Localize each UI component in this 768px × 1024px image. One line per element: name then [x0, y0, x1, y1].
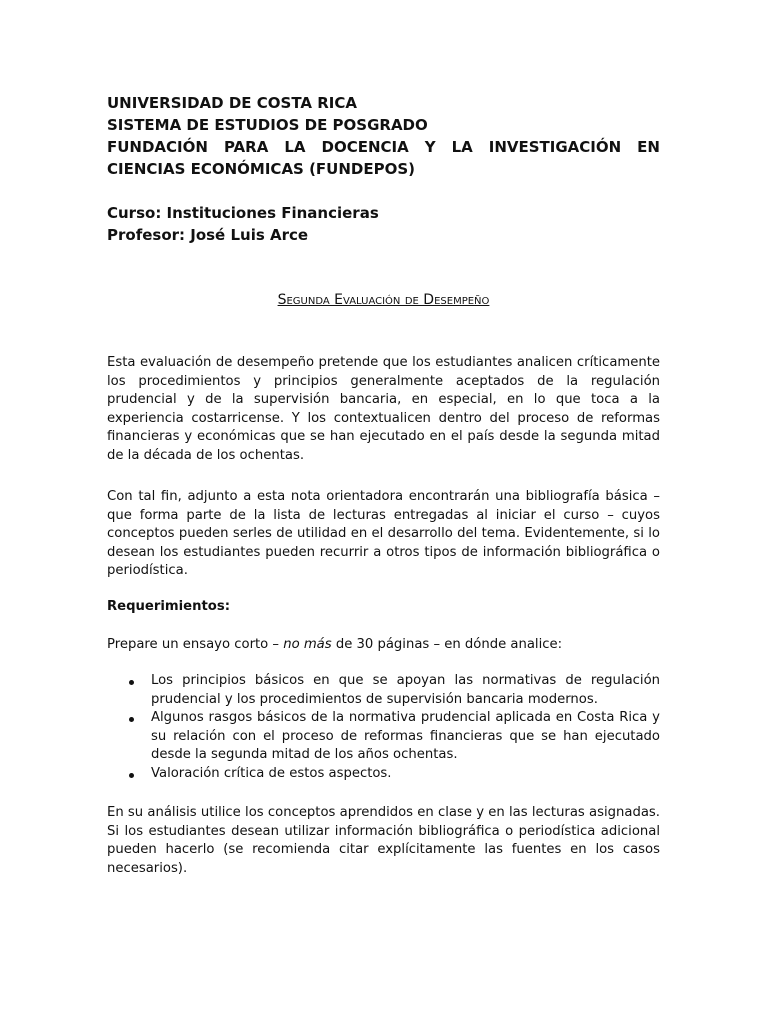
requirements-intro-start: Prepare un ensayo corto – [107, 637, 284, 652]
course-professor: Profesor: José Luis Arce [107, 226, 309, 244]
list-item [107, 709, 660, 765]
paragraph-intro: Esta evaluación de desempeño pretende que los estudiantes analicen críticamente los procedimientos y principios generalmente aceptados de la regulación prudencial y de la supervisión bancaria, en especial, en lo que toca a la experiencia costarricense. Y los contextualicen dentro del proceso de reformas financieras y económicas que se han ejecutado en el país desde la segunda mitad de la década de los ochentas. [107, 355, 660, 463]
page-title: Segunda Evaluación de Desempeño [277, 292, 490, 308]
list-item [107, 672, 660, 709]
list-item-text: Algunos rasgos básicos de la normativa prudencial aplicada en Costa Rica y su relación con el proceso de reformas financieras que se han ejecutado desde la segunda mitad de los años ochentas. [151, 710, 660, 763]
header-university: UNIVERSIDAD DE COSTA RICA [107, 94, 357, 112]
requirements-intro-end: de 30 páginas – en dónde analice: [331, 637, 563, 652]
header-foundation-line2: CIENCIAS ECONÓMICAS (FUNDEPOS) [107, 160, 416, 178]
requirements-intro-emphasis: no más [283, 637, 332, 652]
course-name: Curso: Instituciones Financieras [107, 204, 379, 222]
header-system: SISTEMA DE ESTUDIOS DE POSGRADO [107, 116, 428, 134]
list-item-text: Valoración crítica de estos aspectos. [151, 765, 392, 781]
paragraph-closing: En su análisis utilice los conceptos aprendidos en clase y en las lecturas asignadas. Si los estudiantes desean utilizar información bibliográfica o periodística adicional pueden hacerlo (se recomienda citar explícitamente las fuentes en los casos necesarios). [107, 805, 660, 876]
list-item-text: Los principios básicos en que se apoyan las normativas de regulación prudencial y los procedimientos de supervisión bancaria modernos. [151, 673, 660, 707]
paragraph-bibliography: Con tal fin, adjunto a esta nota orientadora encontrarán una bibliografía básica – que forma parte de la lista de lecturas entregadas al iniciar el curso – cuyos conceptos pueden serles de utilidad en el desarrollo del tema. Evidentemente, si lo desean los estudiantes pueden recurrir a otros tipos de información bibliográfica o periodística. [107, 489, 660, 579]
requirements-list [107, 672, 660, 784]
bullet-icon [129, 680, 134, 685]
header-foundation-line1: FUNDACIÓN PARA LA DOCENCIA Y LA INVESTIGACIÓN EN [107, 138, 660, 156]
list-item [107, 765, 660, 784]
requirements-intro [107, 636, 660, 655]
requirements-heading: Requerimientos: [107, 599, 230, 614]
bullet-icon [129, 773, 134, 778]
bullet-icon [129, 717, 134, 722]
